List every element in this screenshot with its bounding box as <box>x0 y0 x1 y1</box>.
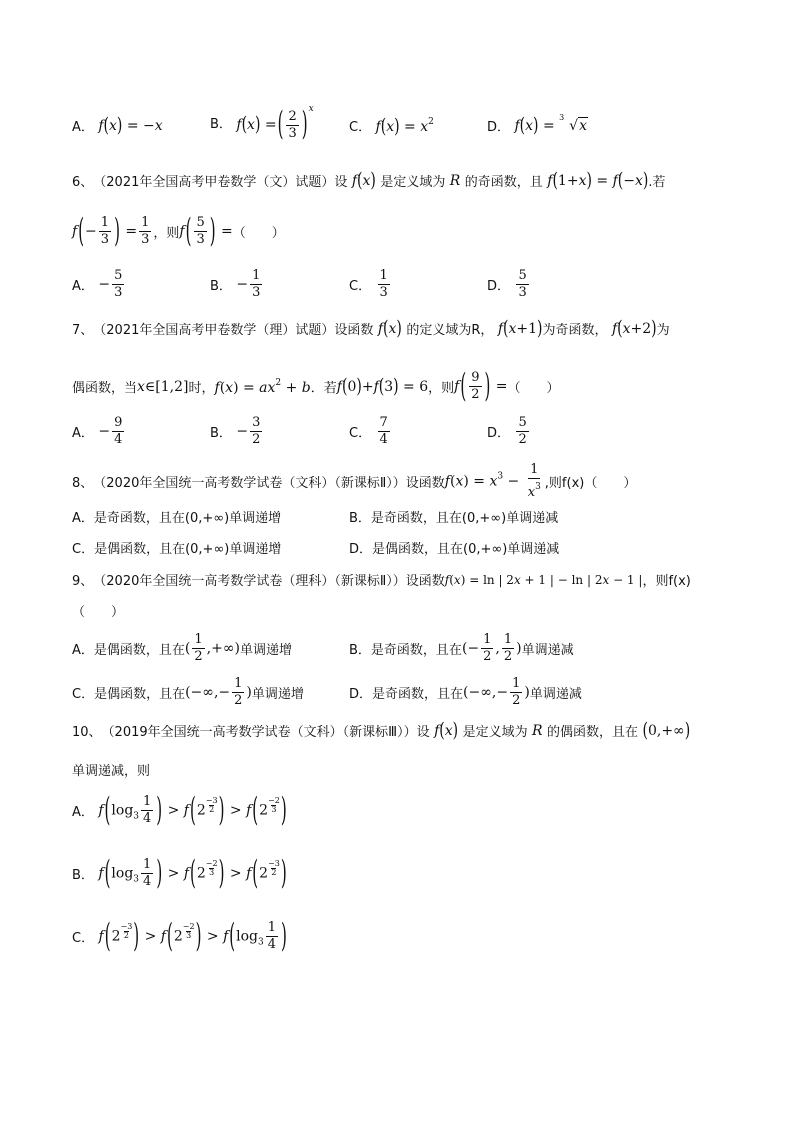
q9-number: 9、 <box>72 574 94 589</box>
q8-option-c: C． 是偶函数，且在(0,+∞)单调递增 <box>72 542 282 557</box>
q10-stem-line1: 10、 （2019年全国统一高考数学试卷（文科）（新课标Ⅲ）） 设 f(x) 是定义域为 R 的偶函数，且在 (0,+∞) <box>72 719 691 742</box>
q9-option-d: D． 是奇函数，且在 (−∞,− $\frac{1}{2}$ ) 单调递减 <box>349 676 582 708</box>
q6-number: 6、 <box>72 175 94 190</box>
q8-source: （2020年全国统一高考数学试卷（文科）（新课标Ⅱ）） <box>93 476 406 491</box>
q7-option-c: C． $\frac{7}{4}$ <box>349 415 388 447</box>
q6-stem-line2: f(− $\frac{1}{3}$ ) = $\frac{1}{3}$ ，则 f( $\frac{5}{3}$ ) = （ ） <box>72 210 285 250</box>
q5-option-c: C． $f(x) = x^2$ <box>349 115 434 138</box>
q9-option-a: A． 是偶函数，且在 ( $\frac{1}{2}$ ,+∞) 单调递增 <box>72 632 292 664</box>
q8-option-b: B． 是奇函数，且在(0,+∞)单调递减 <box>349 511 559 526</box>
q7-number: 7、 <box>72 323 94 338</box>
q9-option-c: C． 是偶函数，且在 (−∞,− $\frac{1}{2}$ ) 单调递增 <box>72 676 304 708</box>
q5-option-b: B． f(x) =( $\frac{2}{3}$ )$^x$ <box>210 103 314 144</box>
q8-option-a: A． 是奇函数，且在(0,+∞)单调递增 <box>72 511 282 526</box>
q5-option-d-expr: f(x) = 3 √x <box>510 112 587 137</box>
q8-option-d: D． 是偶函数，且在(0,+∞)单调递减 <box>349 542 560 557</box>
q10-option-a: A． $f(\log_3$ $\frac{1}{4}$ ) > f(2 $\frac{-3}{2}$ ) > f(2 $\frac{-2}{3}$ ) <box>72 789 287 829</box>
q5-option-a: A． f(x) = −x <box>72 114 163 137</box>
q7-option-b: B． − $\frac{3}{2}$ <box>210 415 261 447</box>
q9-option-b: B． 是奇函数，且在 (− $\frac{1}{2}$ , $\frac{1}{2}$ ) 单调递减 <box>349 632 574 664</box>
q7-option-a: A． − $\frac{9}{4}$ <box>72 415 123 447</box>
q6-option-c: C． $\frac{1}{3}$ <box>349 268 388 300</box>
q8-number: 8、 <box>72 476 94 491</box>
q6-source: （2021年全国高考甲卷数学（文）试题） <box>93 175 335 190</box>
q10-option-b: B． $f(\log_3$ $\frac{1}{4}$ ) > f(2 $\frac{-2}{3}$ ) > f(2 $\frac{-3}{2}$ ) <box>72 852 287 892</box>
q10-stem-line2: 单调递减，则 <box>72 764 151 779</box>
q5-option-c-expr: $f(x) = x^2$ <box>371 115 434 138</box>
q10-number: 10、 <box>72 725 102 740</box>
q9-blank-line: （ ） <box>72 605 125 620</box>
q6-option-b: B． − $\frac{1}{3}$ <box>210 268 261 300</box>
q7-option-d: D． $\frac{5}{2}$ <box>487 415 527 447</box>
q6-option-a: A． − $\frac{5}{3}$ <box>72 268 123 300</box>
q6-stem-line1: 6、 （2021年全国高考甲卷数学（文）试题） 设 f(x) 是定义域为 R 的奇函数，且 f(1+x) = f(−x) .若 <box>72 169 666 192</box>
q9-source: （2020年全国统一高考数学试卷（理科）（新课标Ⅱ）） <box>93 574 406 589</box>
q10-option-c: C． f(2 $\frac{-3}{2}$ ) > f(2 $\frac{-2}{3}$ ) > $f(\log_3$ $\frac{1}{4}$ ) <box>72 915 287 955</box>
q5-option-a-expr: f(x) = −x <box>93 114 163 137</box>
q5-option-b-expr: f(x) =( $\frac{2}{3}$ )$^x$ <box>231 103 314 144</box>
q8-stem: 8、 （2020年全国统一高考数学试卷（文科）（新课标Ⅱ）） 设函数 $f(x) = x^3$ − $\frac{1}{x^3}$ ,则f(x) （ ） <box>72 462 637 500</box>
q7-source: （2021年全国高考甲卷数学（理）试题） <box>93 323 335 338</box>
q7-stem-line2: 偶函数，当 x∈[1,2] 时， $f(x) = ax^2 + b$ ．若 f(0)+f(3) = 6 ，则 f( $\frac{9}{2}$ ) = （ ） <box>72 365 560 405</box>
q7-stem-line1: 7、 （2021年全国高考甲卷数学（理）试题） 设函数 f(x) 的定义域为R， f(x+1) 为奇函数， f(x+2) 为 <box>72 317 670 340</box>
q6-option-d: D． $\frac{5}{3}$ <box>487 268 527 300</box>
q9-stem: 9、 （2020年全国统一高考数学试卷（理科）（新课标Ⅱ）） 设函数 f(x) = ln | 2x + 1 | − ln | 2x − 1 | ，则f(x) <box>72 570 691 589</box>
q10-source: （2019年全国统一高考数学试卷（文科）（新课标Ⅲ）） <box>101 725 417 740</box>
q5-option-d: D． f(x) = 3 √x <box>487 112 587 137</box>
